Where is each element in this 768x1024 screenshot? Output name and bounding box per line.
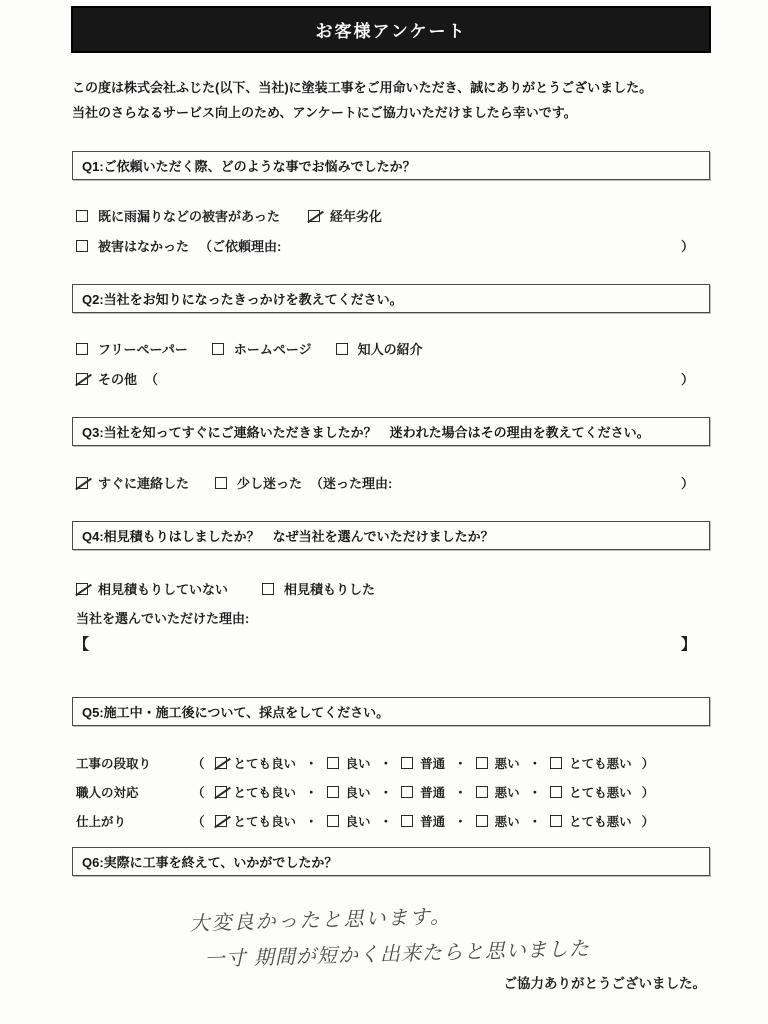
rating-row-label: 仕上がり — [76, 815, 127, 829]
checkbox[interactable] — [76, 583, 88, 595]
rating-label: 悪い — [494, 757, 520, 771]
separator-dot: ・ — [305, 815, 318, 829]
q2-option-row-2 — [72, 369, 710, 388]
q1-option-no-damage — [76, 236, 281, 255]
header-bar — [71, 6, 711, 53]
checkbox-label: 被害はなかった — [98, 239, 190, 254]
checkbox[interactable] — [336, 343, 348, 355]
rating-label: 普通 — [420, 786, 446, 800]
checkbox-label: 経年劣化 — [329, 209, 382, 224]
q5-heading: Q5:施工中・施工後について、採点をしてください。 — [82, 705, 390, 720]
q3-option-immediately — [76, 473, 189, 492]
checkbox-label: その他 — [98, 372, 138, 387]
q2-close-paren: ） — [680, 372, 694, 387]
rating-label: 普通 — [420, 815, 446, 829]
checkbox[interactable] — [550, 786, 562, 798]
rating-option — [215, 754, 297, 772]
q4-option-got-quotes — [262, 579, 375, 598]
rating-label: とても良い — [233, 786, 297, 800]
checkbox-label: 相見積もりした — [284, 582, 376, 597]
q2-option-freepaper — [76, 339, 188, 358]
checkbox-label: フリーペーパー — [98, 342, 188, 357]
q6-heading-box — [72, 847, 710, 876]
q5-rating-grid — [72, 754, 710, 830]
separator-dot: ・ — [454, 786, 467, 800]
checkbox[interactable] — [76, 240, 88, 252]
open-paren: （ — [192, 786, 205, 800]
rating-label: 良い — [345, 786, 371, 800]
checkbox[interactable] — [76, 477, 88, 489]
checkbox[interactable] — [327, 757, 339, 769]
page-title: お客様アンケート — [315, 22, 467, 41]
rating-label: とても良い — [233, 757, 297, 771]
rating-label: 悪い — [494, 786, 520, 800]
q1-option-aging — [308, 206, 382, 225]
q2-option-referral — [336, 339, 423, 358]
q4-bracket-close: 】 — [680, 636, 696, 653]
rating-option — [476, 754, 520, 772]
checkbox[interactable] — [262, 583, 274, 595]
separator-dot: ・ — [379, 757, 393, 771]
q1-reason-inline: （ご依頼理由: — [199, 239, 282, 254]
checkbox[interactable] — [215, 786, 227, 798]
q6-heading: Q6:実際に工事を終えて、いかがでしたか？ — [82, 855, 338, 870]
rating-option — [327, 783, 371, 801]
q1-heading-box — [72, 151, 710, 180]
rating-label: 普通 — [420, 757, 446, 771]
q1-option-damage — [76, 206, 280, 225]
q3-reason-inline: （迷った理由: — [310, 476, 393, 491]
intro-line-1: この度は株式会社ふじた(以下、当社)に塗装工事をご用命いただき、誠にありがとうございました。 — [72, 80, 653, 95]
intro-text — [72, 75, 710, 125]
rating-label: 良い — [345, 815, 371, 829]
q5-row-craftsmen — [72, 783, 710, 801]
rating-row-label: 工事の段取り — [76, 757, 152, 771]
q4-bracket-open: 【 — [74, 636, 90, 653]
checkbox[interactable] — [401, 757, 413, 769]
q3-heading: Q3:当社を知ってすぐにご連絡いただきましたか？ 迷われた場合はその理由を教えてください。 — [82, 425, 650, 440]
q5-heading-box — [72, 697, 710, 726]
open-paren: （ — [192, 815, 205, 829]
separator-dot: ・ — [528, 757, 542, 771]
q2-option-row-1 — [72, 339, 710, 358]
q1-option-row-2 — [72, 236, 710, 255]
q4-option-row — [72, 579, 710, 598]
checkbox[interactable] — [215, 815, 227, 827]
rating-option — [476, 783, 520, 801]
checkbox-label: 知人の紹介 — [357, 342, 423, 357]
rating-option — [550, 783, 632, 801]
checkbox[interactable] — [76, 373, 88, 385]
checkbox[interactable] — [550, 815, 562, 827]
q1-close-paren: ） — [680, 239, 694, 254]
q4-heading-box — [72, 521, 710, 550]
checkbox-label: 相見積もりしていない — [98, 582, 229, 597]
rating-option — [401, 754, 445, 772]
footer-thanks: ご協力ありがとうございました。 — [503, 976, 706, 991]
content — [72, 53, 710, 970]
rating-option — [215, 783, 297, 801]
separator-dot: ・ — [305, 757, 318, 771]
close-paren: ） — [641, 815, 655, 829]
checkbox[interactable] — [215, 477, 227, 489]
q2-heading: Q2:当社をお知りになったきっかけを教えてください。 — [82, 292, 403, 307]
checkbox-label: すぐに連絡した — [98, 476, 190, 491]
checkbox[interactable] — [212, 343, 224, 355]
checkbox[interactable] — [401, 786, 413, 798]
q1-option-row-1 — [72, 206, 710, 225]
separator-dot: ・ — [379, 786, 393, 800]
q5-row-finish — [72, 812, 710, 830]
checkbox[interactable] — [476, 815, 488, 827]
close-paren: ） — [641, 786, 655, 800]
checkbox[interactable] — [476, 757, 488, 769]
rating-label: とても良い — [233, 815, 297, 829]
open-paren: （ — [192, 757, 205, 771]
separator-dot: ・ — [454, 815, 467, 829]
checkbox[interactable] — [327, 786, 339, 798]
q2-heading-box — [72, 284, 710, 313]
rating-label: 悪い — [494, 815, 520, 829]
q6-handwritten-answer — [189, 891, 711, 977]
q3-close-paren: ） — [680, 476, 694, 491]
q3-heading-box — [72, 417, 710, 446]
checkbox[interactable] — [215, 757, 227, 769]
q2-other-open-paren: （ — [145, 372, 159, 387]
checkbox[interactable] — [476, 786, 488, 798]
intro-line-2: 当社のさらなるサービス向上のため、アンケートにご協力いただけましたら幸いです。 — [72, 105, 577, 120]
checkbox-label: 少し迷った — [237, 476, 303, 491]
separator-dot: ・ — [379, 815, 393, 829]
checkbox[interactable] — [76, 210, 88, 222]
q1-heading: Q1:ご依頼いただく際、どのような事でお悩みでしたか？ — [82, 159, 416, 174]
rating-label: とても悪い — [569, 815, 632, 829]
q4-option-no-quotes — [76, 579, 228, 598]
rating-option — [550, 812, 632, 830]
checkbox[interactable] — [401, 815, 413, 827]
rating-option — [401, 783, 445, 801]
rating-option — [327, 812, 371, 830]
q2-option-other — [76, 369, 158, 388]
separator-dot: ・ — [454, 757, 467, 771]
separator-dot: ・ — [528, 815, 542, 829]
rating-option — [550, 754, 632, 772]
checkbox[interactable] — [327, 815, 339, 827]
checkbox-label: ホームページ — [233, 342, 312, 357]
q4-answer-area[interactable] — [72, 633, 710, 654]
q4-reason-label: 当社を選んでいただけた理由: — [76, 611, 250, 626]
rating-label: とても悪い — [569, 786, 632, 800]
rating-label: とても悪い — [569, 757, 632, 771]
checkbox[interactable] — [308, 210, 320, 222]
close-paren: ） — [641, 757, 655, 771]
separator-dot: ・ — [528, 786, 542, 800]
q4-heading: Q4:相見積もりはしましたか？ なぜ当社を選んでいただけましたか？ — [82, 529, 494, 544]
rating-row-label: 職人の対応 — [76, 786, 139, 800]
q5-row-scheduling — [72, 754, 710, 772]
q2-option-homepage — [212, 339, 312, 358]
rating-option — [215, 812, 297, 830]
rating-label: 良い — [345, 757, 371, 771]
q3-option-row — [72, 473, 710, 492]
checkbox[interactable] — [550, 757, 562, 769]
q3-option-hesitated — [215, 473, 392, 492]
rating-option — [327, 754, 371, 772]
handwriting-line-1: 大変良かったと思います。 — [189, 903, 453, 936]
rating-option — [401, 812, 445, 830]
checkbox[interactable] — [76, 343, 88, 355]
checkbox-label: 既に雨漏りなどの被害があった — [98, 209, 280, 224]
rating-option — [476, 812, 520, 830]
separator-dot: ・ — [305, 786, 318, 800]
handwriting-line-2: 一寸 期間が短かく出来たらと思いました — [204, 936, 591, 971]
